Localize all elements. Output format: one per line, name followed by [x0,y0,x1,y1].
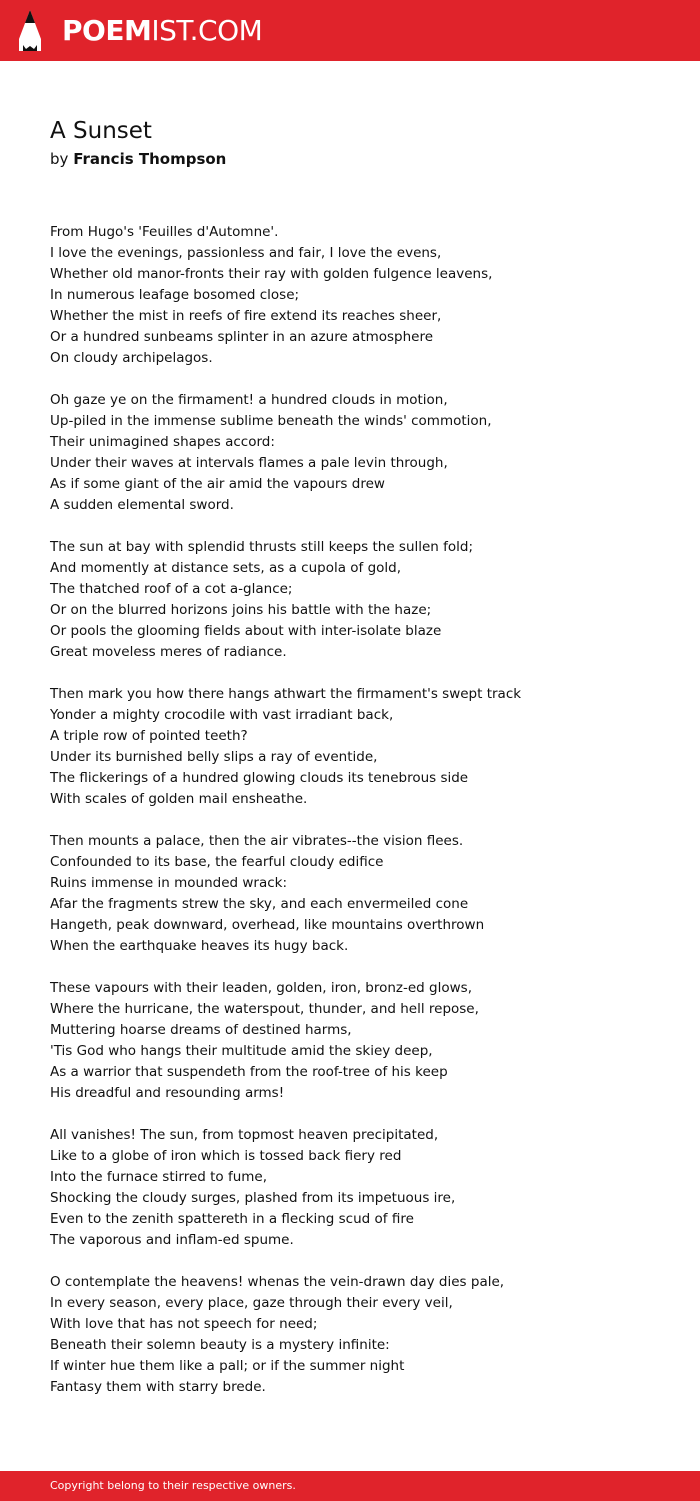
site-logo[interactable] [62,11,262,51]
poem-line: These vapours with their leaden, golden, iron, bronz-ed glows, [50,980,472,996]
byline-prefix: by [50,150,69,168]
pencil-tip-icon [18,9,42,53]
poem-line: With scales of golden mail ensheathe. [50,791,308,807]
poem-line: A triple row of pointed teeth? [50,728,248,744]
poem-line: The vaporous and inflam-ed spume. [50,1232,294,1248]
poem-content [50,115,670,1419]
poem-line: Then mark you how there hangs athwart the firmament's swept track [50,686,522,702]
poem-author: Francis Thompson [73,150,227,168]
poem-stanza [50,222,670,369]
poem-line: O contemplate the heavens! whenas the vein-drawn day dies pale, [50,1274,505,1290]
poem-stanza [50,537,670,663]
poem-line: Where the hurricane, the waterspout, thunder, and hell repose, [50,1001,479,1017]
poem-line: On cloudy archipelagos. [50,350,213,366]
poem-line: Or on the blurred horizons joins his battle with the haze; [50,602,432,618]
site-header [0,0,700,61]
poem-line: The sun at bay with splendid thrusts still keeps the sullen fold; [50,539,474,555]
poem-line: Whether the mist in reefs of fire extend its reaches sheer, [50,308,442,324]
poem-line: Even to the zenith spattereth in a flecking scud of fire [50,1211,414,1227]
poem-line: I love the evenings, passionless and fair, I love the evens, [50,245,442,261]
poem-line: In every season, every place, gaze through their every veil, [50,1295,453,1311]
poem-line: Hangeth, peak downward, overhead, like mountains overthrown [50,917,485,933]
poem-title: A Sunset [50,118,152,144]
poem-line: Up-piled in the immense sublime beneath the winds' commotion, [50,413,492,429]
poem-line: In numerous leafage bosomed close; [50,287,300,303]
poem-stanza [50,684,670,810]
poem-line: From Hugo's 'Feuilles d'Automne'. [50,224,279,240]
poem-line: Ruins immense in mounded wrack: [50,875,288,891]
poem-byline [50,147,670,171]
poem-line: Muttering hoarse dreams of destined harms, [50,1022,352,1038]
poem-line: Whether old manor-fronts their ray with golden fulgence leavens, [50,266,493,282]
poem-line: Into the furnace stirred to fume, [50,1169,268,1185]
poem-line: Yonder a mighty crocodile with vast irradiant back, [50,707,394,723]
poem-line: Beneath their solemn beauty is a mystery infinite: [50,1337,390,1353]
poem-line: All vanishes! The sun, from topmost heaven precipitated, [50,1127,439,1143]
poem-stanza [50,831,670,957]
poem-line: When the earthquake heaves its hugy back. [50,938,349,954]
poem-line: As a warrior that suspendeth from the roof-tree of his keep [50,1064,448,1080]
copyright-text: Copyright belong to their respective owners. [50,1479,296,1492]
logo-text-light: IST.COM [151,14,263,47]
poem-line: The flickerings of a hundred glowing clouds its tenebrous side [50,770,469,786]
logo-text-bold: POEM [62,14,152,47]
poem-line: Their unimagined shapes accord: [50,434,275,450]
site-footer [0,1471,700,1501]
poem-line: Like to a globe of iron which is tossed back fiery red [50,1148,402,1164]
poem-line: Oh gaze ye on the firmament! a hundred clouds in motion, [50,392,448,408]
poem-line: Fantasy them with starry brede. [50,1379,266,1395]
poem-line: Or a hundred sunbeams splinter in an azure atmosphere [50,329,434,345]
poem-line: If winter hue them like a pall; or if the summer night [50,1358,405,1374]
poem-line: Afar the fragments strew the sky, and each envermeiled cone [50,896,469,912]
poem-line: Great moveless meres of radiance. [50,644,287,660]
poem-line: A sudden elemental sword. [50,497,234,513]
poem-stanza [50,390,670,516]
poem-stanza [50,1272,670,1398]
poem-line: And momently at distance sets, as a cupola of gold, [50,560,402,576]
poem-stanza [50,1125,670,1251]
poem-line: Under their waves at intervals flames a pale levin through, [50,455,448,471]
poem-line: As if some giant of the air amid the vapours drew [50,476,385,492]
poem-line: Or pools the glooming fields about with inter-isolate blaze [50,623,442,639]
poem-line: Confounded to its base, the fearful cloudy edifice [50,854,384,870]
poem-line: Then mounts a palace, then the air vibrates--the vision flees. [50,833,464,849]
poem-line: Under its burnished belly slips a ray of eventide, [50,749,378,765]
poem-line: 'Tis God who hangs their multitude amid the skiey deep, [50,1043,433,1059]
poem-line: His dreadful and resounding arms! [50,1085,285,1101]
poem-line: Shocking the cloudy surges, plashed from its impetuous ire, [50,1190,456,1206]
poem-body [50,222,670,1398]
poem-stanza [50,978,670,1104]
poem-line: With love that has not speech for need; [50,1316,318,1332]
poem-line: The thatched roof of a cot a-glance; [50,581,293,597]
